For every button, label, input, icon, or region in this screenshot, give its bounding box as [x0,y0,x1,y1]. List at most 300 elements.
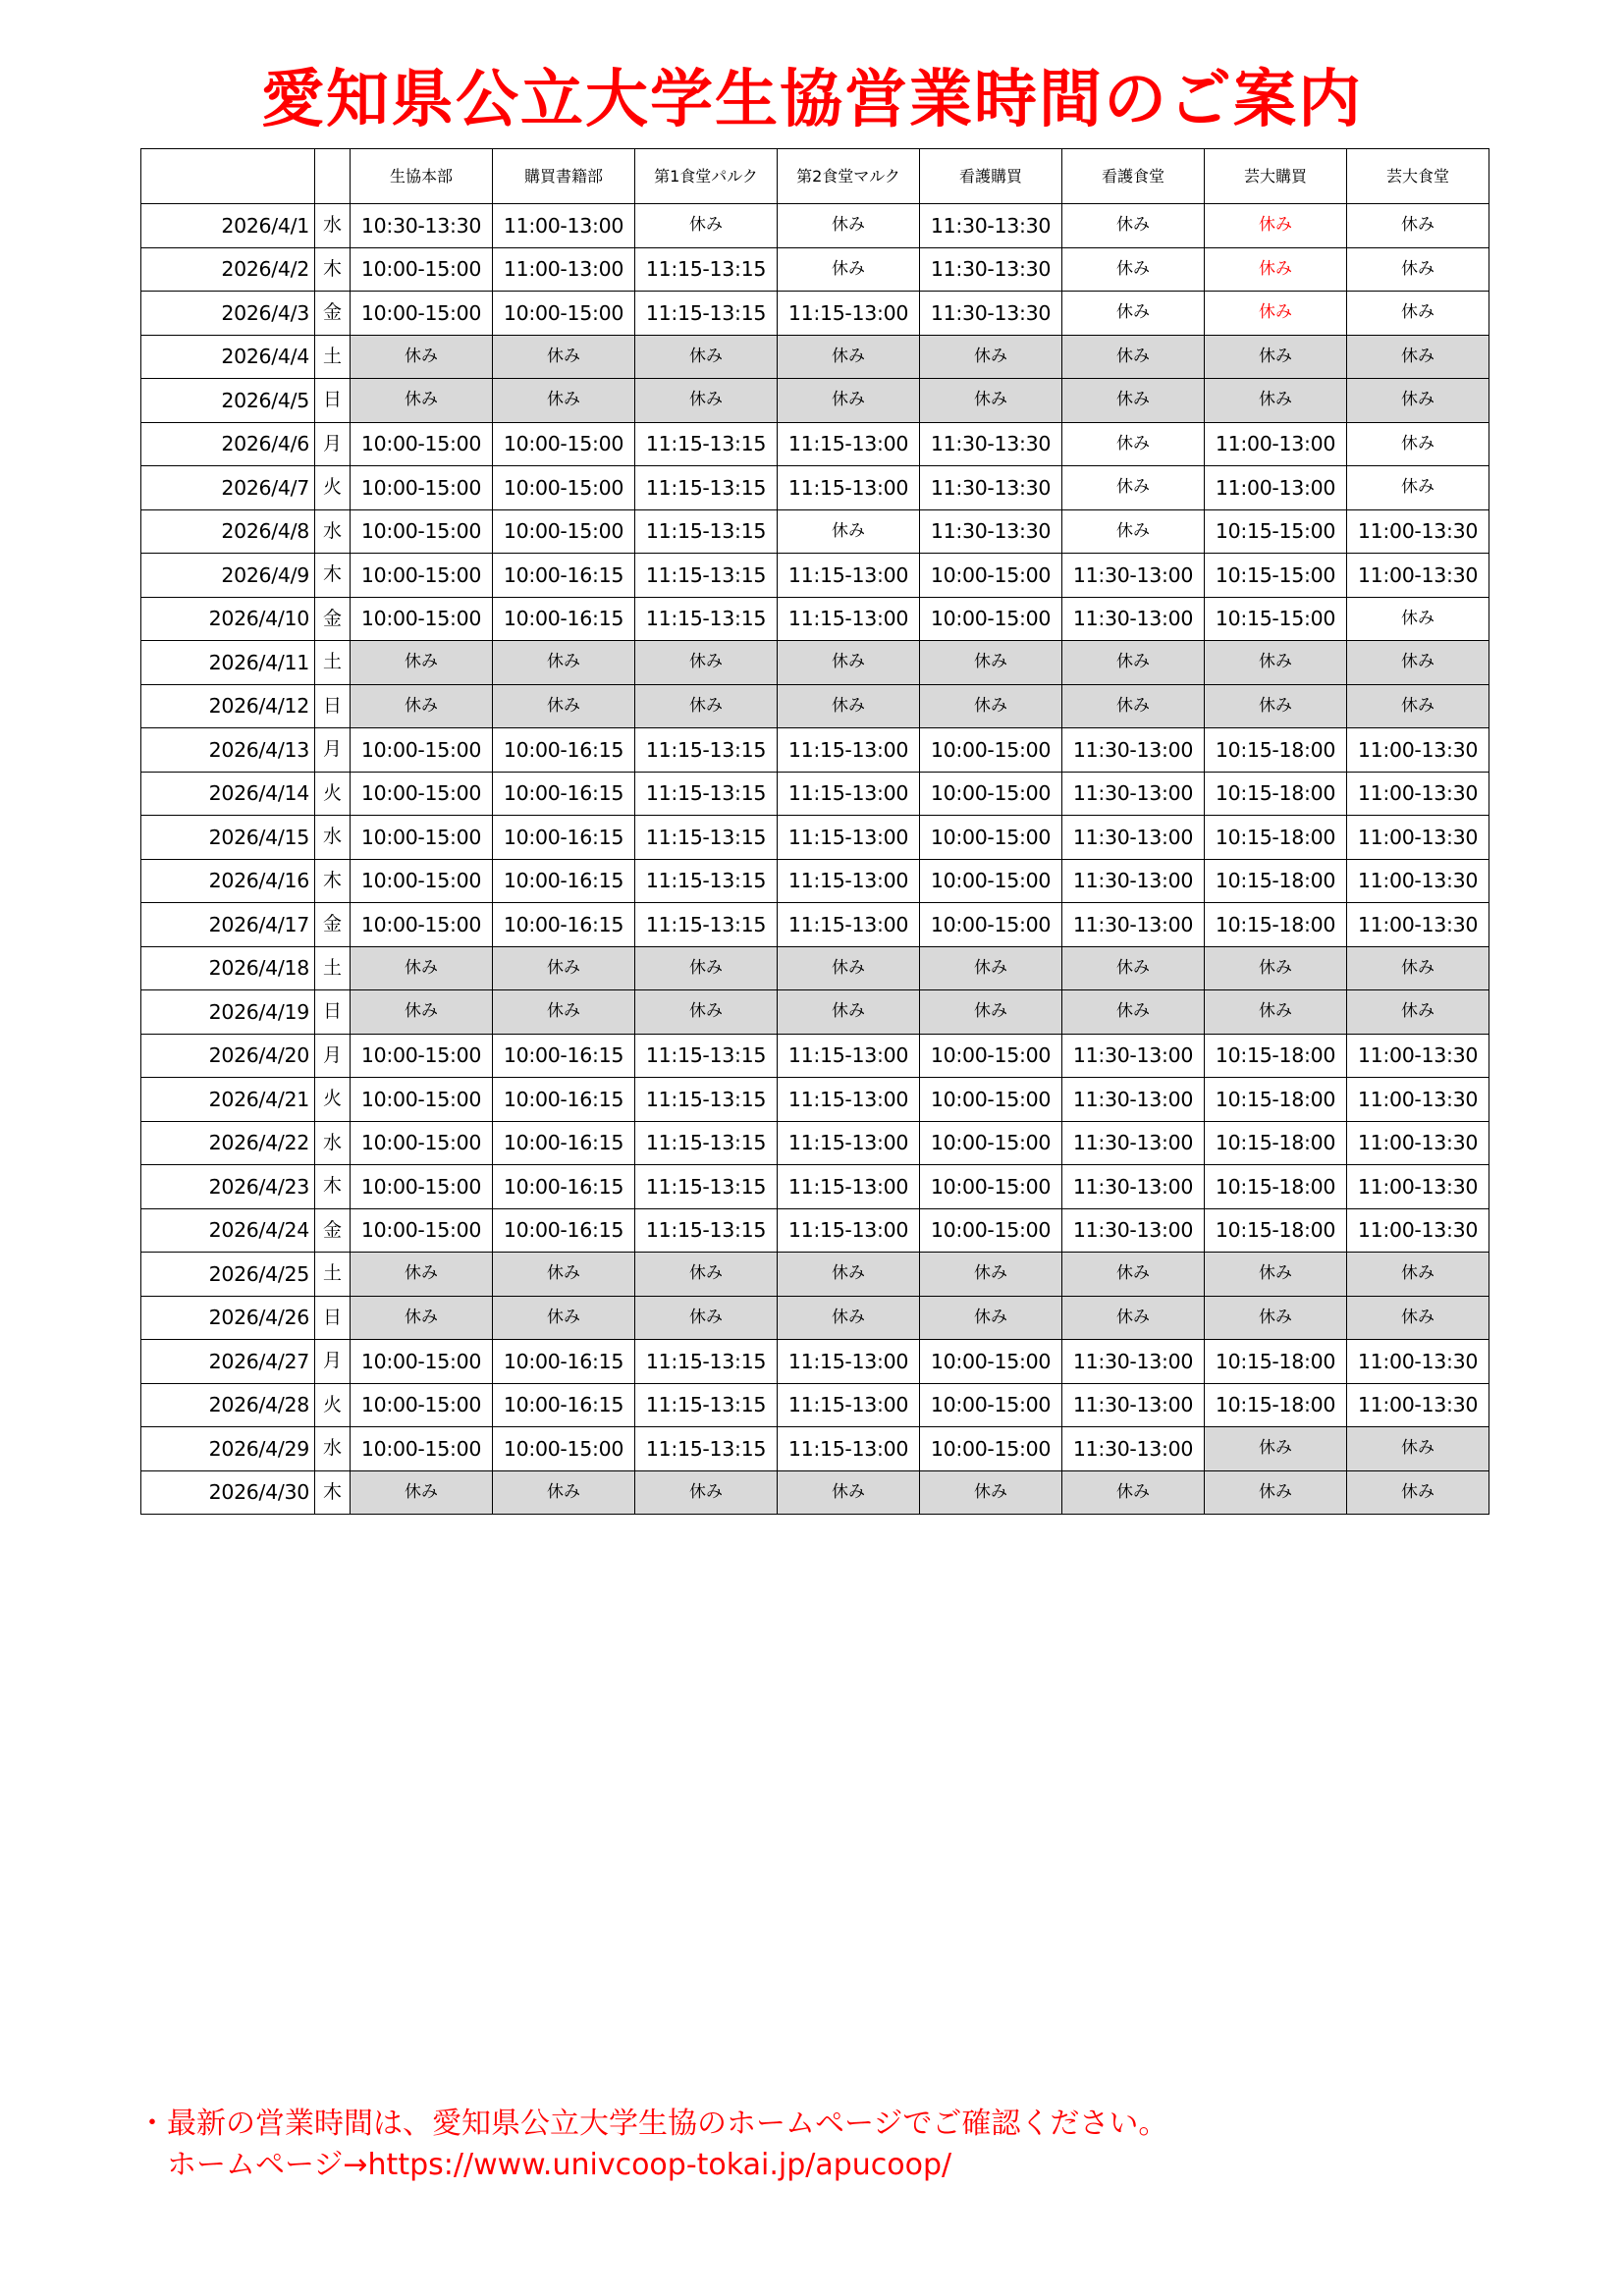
cell-nursing-store: 休み [920,335,1062,379]
cell-cafeteria-1-parc: 11:15-13:15 [635,1078,778,1122]
page-title: 愛知県公立大学生協営業時間のご案内 [261,64,1363,136]
cell-coop-headquarters: 10:00-15:00 [351,1383,493,1427]
cell-nursing-store: 10:00-15:00 [920,554,1062,598]
cell-cafeteria-2-marc: 11:15-13:00 [778,1078,920,1122]
row-day-of-week: 木 [315,247,351,292]
cell-coop-headquarters: 10:00-15:00 [351,292,493,336]
cell-cafeteria-1-parc: 休み [635,641,778,685]
table-row [141,379,1489,423]
cell-nursing-cafeteria: 11:30-13:00 [1062,1427,1205,1471]
cell-cafeteria-1-parc: 休み [635,990,778,1035]
table-row [141,509,1489,554]
cell-nursing-cafeteria: 11:30-13:00 [1062,554,1205,598]
business-hours-table [140,148,1489,1515]
cell-cafeteria-2-marc: 11:15-13:00 [778,816,920,860]
cell-nursing-store: 10:00-15:00 [920,903,1062,947]
cell-cafeteria-1-parc: 11:15-13:15 [635,1427,778,1471]
row-day-of-week: 水 [315,816,351,860]
cell-nursing-cafeteria: 休み [1062,641,1205,685]
cell-store-bookstore: 10:00-16:15 [493,816,635,860]
row-day-of-week: 日 [315,990,351,1035]
cell-arts-store: 休み [1205,946,1347,990]
cell-store-bookstore: 10:00-15:00 [493,466,635,510]
cell-arts-store: 休み [1205,1427,1347,1471]
cell-cafeteria-2-marc: 11:15-13:00 [778,597,920,641]
cell-store-bookstore: 10:00-16:15 [493,772,635,816]
cell-arts-store: 10:15-18:00 [1205,859,1347,903]
row-date: 2026/4/15 [141,816,315,860]
row-day-of-week: 月 [315,728,351,773]
cell-nursing-cafeteria: 休み [1062,1296,1205,1340]
cell-arts-store: 11:00-13:00 [1205,466,1347,510]
cell-cafeteria-2-marc: 休み [778,509,920,554]
cell-store-bookstore: 10:00-16:15 [493,1340,635,1384]
row-day-of-week: 水 [315,1427,351,1471]
cell-coop-headquarters: 10:00-15:00 [351,728,493,773]
cell-arts-cafeteria: 休み [1347,946,1489,990]
cell-nursing-store: 休み [920,1470,1062,1515]
table-row [141,422,1489,466]
cell-arts-store: 休み [1205,641,1347,685]
row-date: 2026/4/20 [141,1034,315,1078]
cell-arts-store: 10:15-18:00 [1205,1034,1347,1078]
row-date: 2026/4/21 [141,1078,315,1122]
header-day-of-week [315,149,351,204]
table-row [141,1121,1489,1165]
row-date: 2026/4/6 [141,422,315,466]
cell-nursing-cafeteria: 休み [1062,509,1205,554]
cell-nursing-store: 10:00-15:00 [920,1340,1062,1384]
cell-cafeteria-2-marc: 休み [778,204,920,248]
cell-cafeteria-1-parc: 11:15-13:15 [635,509,778,554]
cell-arts-cafeteria: 11:00-13:30 [1347,859,1489,903]
row-date: 2026/4/4 [141,335,315,379]
table-row [141,1034,1489,1078]
cell-cafeteria-1-parc: 11:15-13:15 [635,859,778,903]
row-date: 2026/4/22 [141,1121,315,1165]
cell-arts-cafeteria: 休み [1347,466,1489,510]
cell-arts-cafeteria: 11:00-13:30 [1347,1078,1489,1122]
table-row [141,816,1489,860]
row-date: 2026/4/13 [141,728,315,773]
cell-cafeteria-2-marc: 11:15-13:00 [778,859,920,903]
cell-arts-cafeteria: 休み [1347,597,1489,641]
cell-coop-headquarters: 10:00-15:00 [351,1340,493,1384]
cell-arts-cafeteria: 11:00-13:30 [1347,1208,1489,1253]
cell-arts-store: 10:15-18:00 [1205,728,1347,773]
cell-nursing-cafeteria: 休み [1062,946,1205,990]
row-date: 2026/4/10 [141,597,315,641]
cell-cafeteria-1-parc: 11:15-13:15 [635,772,778,816]
cell-cafeteria-2-marc: 11:15-13:00 [778,903,920,947]
row-date: 2026/4/26 [141,1296,315,1340]
cell-store-bookstore: 休み [493,379,635,423]
cell-store-bookstore: 10:00-16:15 [493,1121,635,1165]
row-date: 2026/4/7 [141,466,315,510]
cell-cafeteria-2-marc: 11:15-13:00 [778,1208,920,1253]
cell-nursing-store: 11:30-13:30 [920,509,1062,554]
cell-cafeteria-1-parc: 11:15-13:15 [635,466,778,510]
cell-store-bookstore: 10:00-16:15 [493,903,635,947]
cell-arts-cafeteria: 11:00-13:30 [1347,1340,1489,1384]
cell-store-bookstore: 10:00-16:15 [493,1165,635,1209]
cell-arts-store: 10:15-18:00 [1205,903,1347,947]
row-date: 2026/4/9 [141,554,315,598]
cell-arts-store: 休み [1205,292,1347,336]
cell-coop-headquarters: 10:00-15:00 [351,554,493,598]
cell-cafeteria-1-parc: 11:15-13:15 [635,1121,778,1165]
cell-nursing-cafeteria: 11:30-13:00 [1062,1340,1205,1384]
row-date: 2026/4/11 [141,641,315,685]
table-body [141,204,1489,1515]
cell-store-bookstore: 休み [493,335,635,379]
row-day-of-week: 水 [315,1121,351,1165]
cell-store-bookstore: 10:00-15:00 [493,422,635,466]
cell-arts-cafeteria: 休み [1347,641,1489,685]
cell-coop-headquarters: 休み [351,1253,493,1297]
cell-coop-headquarters: 10:00-15:00 [351,816,493,860]
cell-cafeteria-2-marc: 11:15-13:00 [778,1383,920,1427]
header-date [141,149,315,204]
row-date: 2026/4/29 [141,1427,315,1471]
cell-arts-store: 10:15-15:00 [1205,509,1347,554]
cell-coop-headquarters: 10:00-15:00 [351,597,493,641]
cell-nursing-cafeteria: 11:30-13:00 [1062,1165,1205,1209]
cell-arts-store: 10:15-18:00 [1205,1340,1347,1384]
cell-nursing-cafeteria: 11:30-13:00 [1062,597,1205,641]
header-store-bookstore: 購買書籍部 [493,149,635,204]
table-row [141,1208,1489,1253]
cell-arts-cafeteria: 休み [1347,1427,1489,1471]
cell-arts-store: 10:15-18:00 [1205,1383,1347,1427]
row-date: 2026/4/24 [141,1208,315,1253]
table-row [141,1253,1489,1297]
cell-nursing-cafeteria: 11:30-13:00 [1062,903,1205,947]
cell-cafeteria-1-parc: 11:15-13:15 [635,1208,778,1253]
cell-arts-store: 10:15-18:00 [1205,772,1347,816]
table-row [141,946,1489,990]
cell-cafeteria-1-parc: 11:15-13:15 [635,292,778,336]
row-day-of-week: 木 [315,1470,351,1515]
cell-arts-store: 10:15-18:00 [1205,1208,1347,1253]
cell-cafeteria-1-parc: 11:15-13:15 [635,816,778,860]
footer-notes [137,2104,1167,2186]
row-day-of-week: 日 [315,684,351,728]
cell-coop-headquarters: 10:00-15:00 [351,466,493,510]
cell-arts-cafeteria: 休み [1347,1470,1489,1515]
row-date: 2026/4/16 [141,859,315,903]
cell-cafeteria-2-marc: 11:15-13:00 [778,1340,920,1384]
cell-arts-cafeteria: 11:00-13:30 [1347,1121,1489,1165]
table-row [141,597,1489,641]
row-day-of-week: 月 [315,422,351,466]
cell-arts-store: 10:15-18:00 [1205,816,1347,860]
cell-cafeteria-1-parc: 11:15-13:15 [635,554,778,598]
cell-nursing-cafeteria: 休み [1062,335,1205,379]
cell-cafeteria-2-marc: 11:15-13:00 [778,422,920,466]
row-day-of-week: 金 [315,903,351,947]
row-day-of-week: 土 [315,641,351,685]
cell-cafeteria-1-parc: 休み [635,1296,778,1340]
cell-nursing-store: 10:00-15:00 [920,859,1062,903]
cell-arts-store: 休み [1205,1296,1347,1340]
cell-arts-cafeteria: 休み [1347,684,1489,728]
cell-nursing-cafeteria: 11:30-13:00 [1062,1383,1205,1427]
cell-store-bookstore: 10:00-15:00 [493,292,635,336]
cell-nursing-cafeteria: 休み [1062,1253,1205,1297]
row-day-of-week: 火 [315,1078,351,1122]
header-arts-cafeteria: 芸大食堂 [1347,149,1489,204]
cell-nursing-cafeteria: 休み [1062,990,1205,1035]
cell-cafeteria-1-parc: 11:15-13:15 [635,903,778,947]
cell-store-bookstore: 11:00-13:00 [493,204,635,248]
row-day-of-week: 日 [315,1296,351,1340]
row-day-of-week: 金 [315,1208,351,1253]
cell-nursing-store: 11:30-13:30 [920,204,1062,248]
cell-arts-store: 10:15-15:00 [1205,554,1347,598]
cell-arts-cafeteria: 休み [1347,1253,1489,1297]
row-day-of-week: 木 [315,1165,351,1209]
header-nursing-store: 看護購買 [920,149,1062,204]
table-row [141,684,1489,728]
table-row [141,292,1489,336]
table-row [141,772,1489,816]
cell-arts-store: 休み [1205,1470,1347,1515]
cell-cafeteria-1-parc: 休み [635,335,778,379]
cell-store-bookstore: 10:00-15:00 [493,509,635,554]
cell-arts-store: 10:15-18:00 [1205,1165,1347,1209]
cell-arts-cafeteria: 11:00-13:30 [1347,509,1489,554]
cell-arts-cafeteria: 11:00-13:30 [1347,1165,1489,1209]
cell-nursing-store: 休み [920,946,1062,990]
cell-coop-headquarters: 10:00-15:00 [351,859,493,903]
cell-coop-headquarters: 10:00-15:00 [351,772,493,816]
cell-nursing-cafeteria: 11:30-13:00 [1062,1208,1205,1253]
row-date: 2026/4/2 [141,247,315,292]
cell-coop-headquarters: 休み [351,1296,493,1340]
row-day-of-week: 水 [315,509,351,554]
cell-coop-headquarters: 10:30-13:30 [351,204,493,248]
cell-store-bookstore: 10:00-16:15 [493,1383,635,1427]
cell-cafeteria-2-marc: 休み [778,1296,920,1340]
cell-store-bookstore: 休み [493,1470,635,1515]
cell-cafeteria-1-parc: 休み [635,1253,778,1297]
cell-coop-headquarters: 10:00-15:00 [351,422,493,466]
cell-cafeteria-2-marc: 11:15-13:00 [778,554,920,598]
cell-nursing-store: 10:00-15:00 [920,1078,1062,1122]
cell-arts-cafeteria: 11:00-13:30 [1347,554,1489,598]
row-date: 2026/4/17 [141,903,315,947]
cell-store-bookstore: 休み [493,1296,635,1340]
cell-cafeteria-1-parc: 11:15-13:15 [635,728,778,773]
row-date: 2026/4/8 [141,509,315,554]
cell-nursing-store: 10:00-15:00 [920,1208,1062,1253]
cell-coop-headquarters: 10:00-15:00 [351,903,493,947]
cell-nursing-store: 10:00-15:00 [920,1427,1062,1471]
note-check-website: ・最新の営業時間は、愛知県公立大学生協のホームページでご確認ください。 [137,2107,1168,2141]
cell-nursing-store: 10:00-15:00 [920,728,1062,773]
cell-arts-store: 休み [1205,247,1347,292]
table-row [141,859,1489,903]
cell-nursing-store: 休み [920,1253,1062,1297]
cell-nursing-cafeteria: 11:30-13:00 [1062,728,1205,773]
cell-coop-headquarters: 10:00-15:00 [351,247,493,292]
cell-cafeteria-2-marc: 11:15-13:00 [778,466,920,510]
cell-nursing-store: 11:30-13:30 [920,292,1062,336]
row-date: 2026/4/30 [141,1470,315,1515]
cell-cafeteria-2-marc: 11:15-13:00 [778,1121,920,1165]
cell-coop-headquarters: 10:00-15:00 [351,1034,493,1078]
cell-cafeteria-1-parc: 休み [635,379,778,423]
table-row [141,903,1489,947]
table-row [141,728,1489,773]
cell-arts-store: 10:15-18:00 [1205,1121,1347,1165]
cell-cafeteria-1-parc: 11:15-13:15 [635,247,778,292]
cell-coop-headquarters: 休み [351,1470,493,1515]
table-row [141,1340,1489,1384]
cell-cafeteria-1-parc: 11:15-13:15 [635,597,778,641]
cell-nursing-store: 休み [920,641,1062,685]
cell-store-bookstore: 10:00-16:15 [493,1034,635,1078]
table-row [141,1427,1489,1471]
cell-nursing-cafeteria: 休み [1062,684,1205,728]
row-day-of-week: 火 [315,772,351,816]
cell-coop-headquarters: 休み [351,379,493,423]
cell-nursing-store: 11:30-13:30 [920,466,1062,510]
cell-arts-cafeteria: 11:00-13:30 [1347,1034,1489,1078]
table-row [141,1165,1489,1209]
cell-coop-headquarters: 10:00-15:00 [351,1208,493,1253]
table-row [141,641,1489,685]
table-row [141,247,1489,292]
cell-nursing-store: 休み [920,379,1062,423]
table-row [141,466,1489,510]
row-date: 2026/4/1 [141,204,315,248]
table-row [141,1296,1489,1340]
row-date: 2026/4/3 [141,292,315,336]
cell-nursing-store: 休み [920,684,1062,728]
table-row [141,1470,1489,1515]
row-day-of-week: 月 [315,1340,351,1384]
cell-cafeteria-2-marc: 休み [778,1470,920,1515]
header-coop-headquarters: 生協本部 [351,149,493,204]
cell-arts-cafeteria: 11:00-13:30 [1347,772,1489,816]
row-date: 2026/4/14 [141,772,315,816]
cell-nursing-store: 10:00-15:00 [920,816,1062,860]
row-day-of-week: 日 [315,379,351,423]
cell-cafeteria-2-marc: 11:15-13:00 [778,292,920,336]
cell-arts-store: 休み [1205,204,1347,248]
header-cafeteria-1-parc: 第1食堂パルク [635,149,778,204]
cell-cafeteria-2-marc: 休み [778,247,920,292]
cell-cafeteria-2-marc: 休み [778,379,920,423]
cell-store-bookstore: 10:00-16:15 [493,728,635,773]
cell-nursing-store: 10:00-15:00 [920,1165,1062,1209]
cell-cafeteria-1-parc: 11:15-13:15 [635,1034,778,1078]
cell-store-bookstore: 10:00-16:15 [493,1208,635,1253]
cell-cafeteria-2-marc: 休み [778,990,920,1035]
cell-arts-cafeteria: 11:00-13:30 [1347,903,1489,947]
cell-nursing-store: 10:00-15:00 [920,1034,1062,1078]
row-day-of-week: 土 [315,335,351,379]
cell-nursing-cafeteria: 休み [1062,422,1205,466]
row-day-of-week: 火 [315,1383,351,1427]
cell-coop-headquarters: 10:00-15:00 [351,1078,493,1122]
cell-store-bookstore: 休み [493,946,635,990]
cell-arts-cafeteria: 11:00-13:30 [1347,1383,1489,1427]
cell-coop-headquarters: 休み [351,990,493,1035]
cell-arts-cafeteria: 11:00-13:30 [1347,816,1489,860]
cell-arts-cafeteria: 休み [1347,204,1489,248]
cell-arts-store: 10:15-15:00 [1205,597,1347,641]
cell-nursing-cafeteria: 11:30-13:00 [1062,1078,1205,1122]
cell-arts-cafeteria: 休み [1347,335,1489,379]
cell-arts-cafeteria: 休み [1347,379,1489,423]
row-day-of-week: 木 [315,554,351,598]
cell-store-bookstore: 10:00-15:00 [493,1427,635,1471]
row-day-of-week: 土 [315,1253,351,1297]
cell-cafeteria-2-marc: 11:15-13:00 [778,1034,920,1078]
cell-arts-store: 休み [1205,684,1347,728]
header-nursing-cafeteria: 看護食堂 [1062,149,1205,204]
cell-store-bookstore: 休み [493,641,635,685]
row-date: 2026/4/5 [141,379,315,423]
cell-arts-store: 休み [1205,335,1347,379]
table-header-row [141,149,1489,204]
table-row [141,204,1489,248]
cell-arts-store: 11:00-13:00 [1205,422,1347,466]
cell-store-bookstore: 休み [493,1253,635,1297]
cell-cafeteria-2-marc: 11:15-13:00 [778,772,920,816]
cell-nursing-store: 10:00-15:00 [920,772,1062,816]
cell-store-bookstore: 10:00-16:15 [493,1078,635,1122]
cell-cafeteria-2-marc: 11:15-13:00 [778,1165,920,1209]
row-date: 2026/4/28 [141,1383,315,1427]
cell-nursing-cafeteria: 休み [1062,204,1205,248]
cell-nursing-cafeteria: 11:30-13:00 [1062,816,1205,860]
cell-coop-headquarters: 10:00-15:00 [351,509,493,554]
cell-nursing-store: 11:30-13:30 [920,247,1062,292]
cell-nursing-cafeteria: 11:30-13:00 [1062,772,1205,816]
cell-nursing-cafeteria: 11:30-13:00 [1062,1034,1205,1078]
cell-arts-store: 休み [1205,1253,1347,1297]
cell-cafeteria-2-marc: 休み [778,1253,920,1297]
cell-coop-headquarters: 10:00-15:00 [351,1121,493,1165]
cell-nursing-store: 10:00-15:00 [920,597,1062,641]
cell-nursing-cafeteria: 休み [1062,1470,1205,1515]
cell-coop-headquarters: 10:00-15:00 [351,1427,493,1471]
cell-cafeteria-1-parc: 11:15-13:15 [635,1340,778,1384]
table-row [141,554,1489,598]
cell-cafeteria-2-marc: 休み [778,641,920,685]
cell-nursing-cafeteria: 休み [1062,247,1205,292]
cell-cafeteria-2-marc: 休み [778,684,920,728]
cell-coop-headquarters: 休み [351,684,493,728]
cell-coop-headquarters: 休み [351,335,493,379]
cell-cafeteria-2-marc: 11:15-13:00 [778,1427,920,1471]
cell-cafeteria-1-parc: 11:15-13:15 [635,422,778,466]
row-date: 2026/4/19 [141,990,315,1035]
row-day-of-week: 月 [315,1034,351,1078]
cell-coop-headquarters: 10:00-15:00 [351,1165,493,1209]
cell-nursing-store: 10:00-15:00 [920,1121,1062,1165]
cell-arts-cafeteria: 休み [1347,422,1489,466]
row-day-of-week: 火 [315,466,351,510]
cell-arts-cafeteria: 休み [1347,292,1489,336]
cell-nursing-cafeteria: 休み [1062,379,1205,423]
row-date: 2026/4/12 [141,684,315,728]
cell-nursing-store: 休み [920,990,1062,1035]
